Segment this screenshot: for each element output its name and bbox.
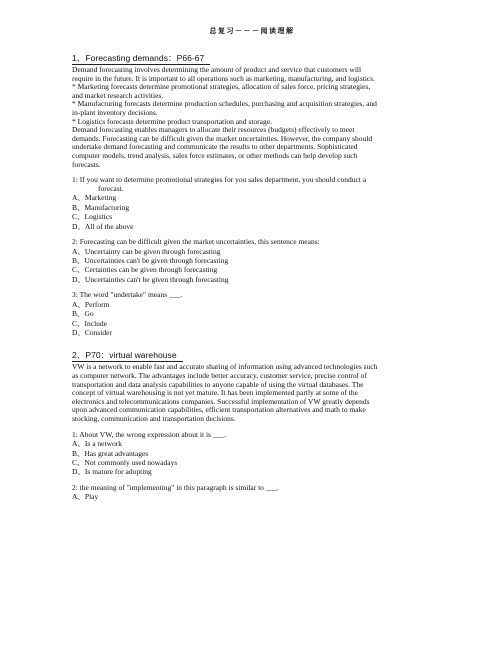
- paragraph-line: * Logistics forecasts determine product transportation and storage.: [72, 116, 272, 126]
- option: D、Uncertainties can't be given through forecasting: [72, 274, 229, 284]
- option: B、Has great advantages: [72, 448, 149, 458]
- paragraph-line: Demand forecasting involves determining the amount of product and service that customers will: [72, 65, 362, 74]
- option: A、Play: [72, 492, 99, 502]
- question-stem: 2: the meaning of "implementing" in this paragraph is similar to ___.: [72, 482, 279, 492]
- option: A、Is a network: [72, 439, 122, 449]
- document-content: [72, 26, 432, 502]
- question-3: [72, 291, 432, 337]
- question-1: [72, 431, 432, 477]
- paragraph-line: and market research activities.: [72, 90, 164, 100]
- question-2: [72, 484, 432, 502]
- paragraph-line: concept of virtual warehousing is not yet mature. It has been implemented partly at some of the: [72, 388, 358, 398]
- paragraph-line: transportation and data analysis capabilities to anyone capable of using the virtual databases. The: [72, 379, 364, 389]
- option: C、Not commonly used nowadays: [72, 457, 178, 467]
- paragraph-line: * Manufacturing forecasts determine production schedules, purchasing and acquisition strategies, and: [72, 99, 377, 109]
- paragraph-line: in-plant inventory decisions.: [72, 107, 158, 117]
- option: A、Uncertainty can be given through forecasting: [72, 246, 221, 256]
- question-stem-tail: forecast.: [98, 183, 124, 193]
- option: D、Consider: [72, 327, 112, 337]
- option: A、Marketing: [72, 193, 117, 203]
- document-title: 总复习－－－阅读理解: [209, 27, 295, 35]
- paragraph-line: * Marketing forecasts determine promotional strategies, allocation of sales force, pricing strategies,: [72, 82, 371, 92]
- paragraph-line: demands. Forecasting can be difficult given the market uncertainties. However, the company should: [72, 133, 373, 143]
- option: D、All of the above: [72, 221, 134, 231]
- section-heading: 2、P70：virtual warehouse: [72, 349, 183, 362]
- paragraph-line: as computer network. The advantages include better accuracy, customer service, precise control of: [72, 370, 367, 380]
- paragraph-line: computer models, trend analysis, sales force estimates, or other methods can help develop such: [72, 150, 358, 160]
- paragraph-line: VW is a network to enable fast and accurate sharing of information using advanced technologies such: [72, 362, 378, 372]
- paragraph-line: electronics and telecommunications companies. Successful implementation of VW greatly depends: [72, 396, 370, 406]
- paragraph-line: undertake demand forecasting and communicate the results to other departments. Sophisticated: [72, 142, 358, 152]
- section-heading: 1、Forecasting demands：P66-67: [72, 52, 210, 65]
- section-virtual-warehouse: [72, 345, 432, 501]
- option: C、Logistics: [72, 212, 113, 222]
- question-stem-cont: [72, 185, 432, 194]
- question-2: [72, 238, 432, 284]
- paragraph-line: Demand forecasting enables managers to allocate their resources (budgets) effectively to meet: [72, 125, 355, 135]
- question-1: [72, 176, 432, 231]
- question-stem: 2: Forecasting can be difficult given the market uncertainties, this sentence means:: [72, 236, 320, 246]
- option: A、Perform: [72, 299, 110, 309]
- paragraph-line: stocking, communication and transportation decisions.: [72, 413, 236, 423]
- question-stem: 1: About VW, the wrong expression about it is ___.: [72, 429, 226, 439]
- option: B、Uncertainties can't be given through forecasting: [72, 255, 229, 265]
- section-forecasting: [72, 48, 432, 337]
- question-stem: 1: If you want to determine promotional strategies for you sales department, you should conduct a: [72, 175, 367, 185]
- option: D、Is mature for adopting: [72, 467, 152, 477]
- question-stem: 3: The word "undertake" means ___.: [72, 290, 183, 300]
- option: B、Manufacturing: [72, 202, 130, 212]
- option: C、Certainties can be given through forecasting: [72, 265, 218, 275]
- paragraph-line: forecasts.: [72, 159, 101, 169]
- option: C、Include: [72, 318, 107, 328]
- option: B、Go: [72, 309, 94, 319]
- paragraph-line: require in the future. It is important to all operations such as marketing, manufacturing, and logistics.: [72, 73, 376, 83]
- paragraph-line: upon advanced communication capabilities, efficient transportation alternatives and math to make: [72, 405, 366, 415]
